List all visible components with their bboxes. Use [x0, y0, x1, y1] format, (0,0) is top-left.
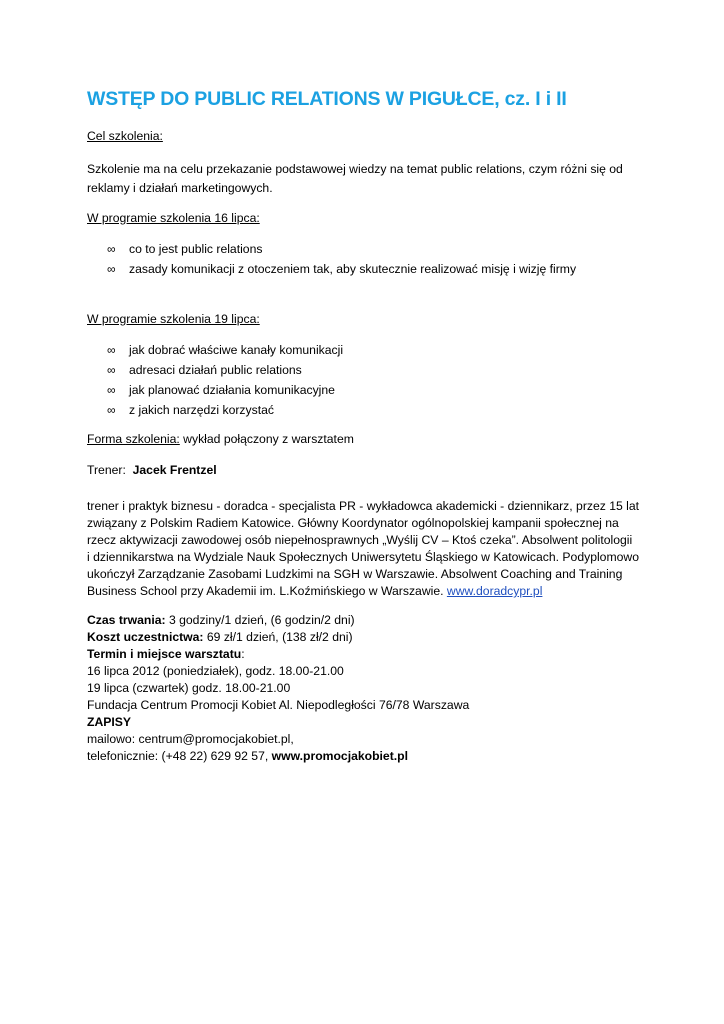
bio-line: rzecz aktywizacji zawodowej osób niepełnosprawnych „Wyślij CV – Ktoś czeka”. Absolwent politologii — [87, 533, 633, 547]
date-line: 19 lipca (czwartek) godz. 18.00-21.00 — [87, 681, 291, 695]
goal-heading: Cel szkolenia: — [87, 129, 163, 143]
list-item: ∞ jak dobrać właściwe kanały komunikacji — [87, 340, 647, 360]
bio-line: związany z Polskim Radiem Katowice. Główny Koordynator ogólnopolskiej kampanii społecznej na — [87, 516, 619, 530]
list-item: ∞ zasady komunikacji z otoczeniem tak, aby skutecznie realizować misję i wizję firmy — [87, 259, 647, 279]
cost-line: Koszt uczestnictwa: 69 zł/1 dzień, (138 zł/2 dni) — [87, 630, 353, 644]
infinity-bullet-icon: ∞ — [107, 363, 116, 377]
program1-list — [87, 239, 647, 279]
signup-heading: ZAPISY — [87, 715, 132, 729]
document-title: WSTĘP DO PUBLIC RELATIONS W PIGUŁCE, cz. I i II — [87, 88, 567, 110]
place-heading: Termin i miejsce warsztatu: — [87, 647, 245, 661]
infinity-bullet-icon: ∞ — [107, 262, 116, 276]
bio-line: trener i praktyk biznesu - doradca - specjalista PR - wykładowca akademicki - dziennikarz, przez 15 lat — [87, 499, 640, 513]
list-item: ∞ adresaci działań public relations — [87, 360, 647, 380]
website-link[interactable]: www.promocjakobiet.pl — [271, 749, 408, 763]
form-value: wykład połączony z warsztatem — [179, 432, 354, 446]
bio-line: ukończył Zarządzanie Zasobami Ludzkimi na SGH w Warszawie. Absolwent Coaching and Training — [87, 567, 623, 581]
phone-line: telefonicznie: (+48 22) 629 92 57, www.promocjakobiet.pl — [87, 749, 408, 763]
bio-line: Business School przy Akademii im. L.Koźmińskiego w Warszawie. www.doradcypr.pl — [87, 584, 543, 598]
duration-line: Czas trwania: 3 godziny/1 dzień, (6 godzin/2 dni) — [87, 613, 355, 627]
infinity-bullet-icon: ∞ — [107, 242, 116, 256]
venue-line: Fundacja Centrum Promocji Kobiet Al. Niepodległości 76/78 Warszawa — [87, 698, 470, 712]
program1-heading: W programie szkolenia 16 lipca: — [87, 211, 260, 225]
trainer-bio — [87, 498, 647, 600]
list-item: ∞ z jakich narzędzi korzystać — [87, 400, 647, 420]
doradcypr-link[interactable]: www.doradcypr.pl — [446, 584, 543, 598]
infinity-bullet-icon: ∞ — [107, 343, 116, 357]
program2-heading: W programie szkolenia 19 lipca: — [87, 312, 260, 326]
email-line: mailowo: centrum@promocjakobiet.pl, — [87, 732, 294, 746]
bio-line: i dziennikarstwa na Wydziale Nauk Społecznych Uniwersytetu Śląskiego w Katowicach. Podyplomowo — [87, 550, 639, 564]
goal-text-line: reklamy i działań marketingowych. — [87, 181, 273, 195]
trainer-line — [87, 462, 647, 479]
form-label: Forma szkolenia: — [87, 432, 180, 446]
program2-list — [87, 340, 647, 420]
form-line — [87, 431, 647, 448]
list-item: ∞ co to jest public relations — [87, 239, 647, 259]
infinity-bullet-icon: ∞ — [107, 383, 116, 397]
infinity-bullet-icon: ∞ — [107, 403, 116, 417]
goal-text — [87, 160, 647, 198]
list-item: ∞ jak planować działania komunikacyjne — [87, 380, 647, 400]
trainer-name: Jacek Frentzel — [132, 463, 217, 477]
trainer-label: Trener: — [87, 463, 133, 477]
date-line: 16 lipca 2012 (poniedziałek), godz. 18.00-21.00 — [87, 664, 344, 678]
goal-text-line: Szkolenie ma na celu przekazanie podstawowej wiedzy na temat public relations, czym różni się od — [87, 162, 623, 176]
workshop-details — [87, 612, 647, 765]
